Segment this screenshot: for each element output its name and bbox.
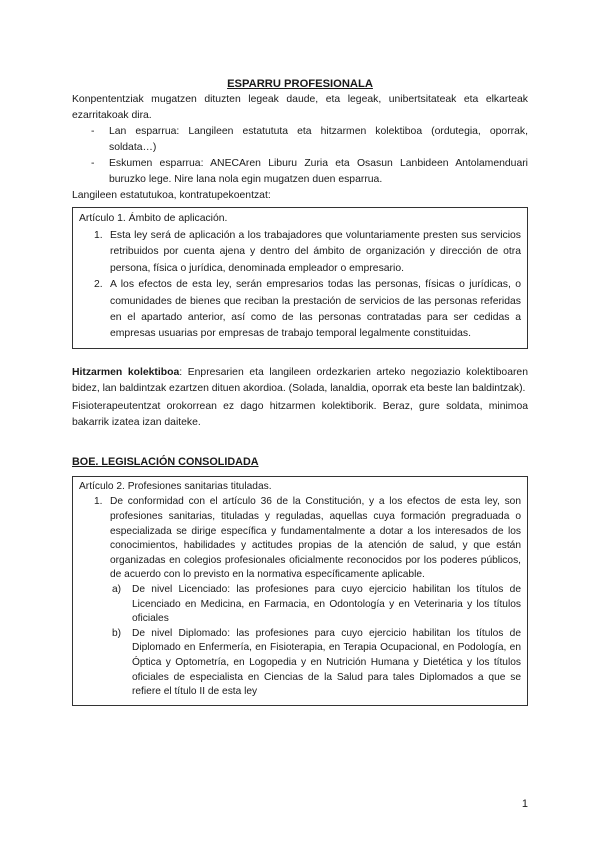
document-page	[72, 76, 528, 706]
page-title: ESPARRU PROFESIONALA	[227, 78, 373, 90]
intro-paragraph: Konpententziak mugatzen dituzten legeak daude, eta legeak, unibertsitateak eta elkarteak ezarritakoak dira.	[72, 94, 528, 121]
numbered-item	[79, 495, 521, 583]
numbered-item	[79, 228, 521, 277]
list-item-text: Lan esparrua: Langileen estatututa eta hitzarmen kolektiboa (ordutegia, oporrak, soldata…)	[109, 126, 528, 153]
item-number: 1.	[94, 230, 103, 241]
physio-note: Fisioterapeutentzat orokorrean ez dago hitzarmen kolektiborik. Beraz, gure soldata, minimoa bakarrik izatea izan daiteke.	[72, 400, 528, 428]
article-2-sublist	[79, 583, 521, 700]
article-2-list	[79, 495, 521, 583]
article-2-box	[72, 476, 528, 706]
dash-bullet: -	[91, 158, 95, 169]
statute-intro: Langileen estatutukoa, kontratupekoentzat:	[72, 190, 271, 201]
item-text: De conformidad con el artículo 36 de la Constitución, y a los efectos de esta ley, son profesiones sanitarias, tituladas y reguladas, aquellas cuya formación pregraduada o especializada se dirige específica y fundamentalmente a dotar a los interesados de los conocimientos, habilidades y actitudes propias de la atención de salud, y que están organizadas en colegios profesionales oficialmente reconocidos por los poderes públicos, de acuerdo con lo previsto en la normativa específicamente aplicable.	[110, 496, 521, 581]
item-text: De nivel Diplomado: las profesiones para cuyo ejercicio habilitan los títulos de Diplomado en Enfermería, en Fisioterapia, en Terapia Ocupacional, en Podología, en Óptica y Optometría, en Logopedia y en Nutrición Humana y Dietética y los títulos oficiales de especialista en Ciencias de la Salud para tales Diplomados a que se refiere el título II de esta ley	[132, 627, 521, 698]
item-number: 2.	[94, 279, 103, 291]
page-number: 1	[521, 798, 528, 810]
item-text: Esta ley será de aplicación a los trabajadores que voluntariamente presten sus servicios retribuidos por cuenta ajena y dentro del ámbito de organización y dirección de otra persona, física o jurídica, denominada empleador o empresario.	[110, 230, 521, 274]
boe-title: BOE. LEGISLACIÓN CONSOLIDADA	[72, 455, 259, 468]
dash-bullet: -	[91, 126, 95, 137]
item-text: De nivel Licenciado: las profesiones para cuyo ejercicio habilitan los títulos de Licenciado en Medicina, en Farmacia, en Odontología y en Veterinaria y los títulos oficiales	[132, 584, 521, 625]
list-item	[72, 156, 528, 188]
numbered-item	[79, 277, 521, 343]
article-2-heading: Artículo 2. Profesiones sanitarias tituladas.	[79, 480, 272, 492]
dash-list	[72, 124, 528, 188]
article-1-heading: Artículo 1. Ámbito de aplicación.	[79, 213, 228, 224]
lettered-item	[79, 627, 521, 700]
item-letter: b)	[112, 627, 122, 639]
hitzarmen-label: Hitzarmen kolektiboa	[72, 366, 180, 378]
item-number: 1.	[94, 496, 103, 508]
list-item-text: Eskumen esparrua: ANECAren Liburu Zuria eta Osasun Lanbideen Antolamenduari buruzko lege. Nire lana nola egin mugatzen duen esparrua.	[109, 158, 528, 185]
item-text: A los efectos de esta ley, serán empresarios todas las personas, físicas o jurídicas, o comunidades de bienes que reciban la prestación de servicios de las personas referidas en el apartado anterior, así como de las personas contratadas para ser cedidas a empresas usuarias por empresas de trabajo temporal legalmente constituidas.	[110, 279, 521, 340]
list-item	[72, 124, 528, 156]
lettered-item	[79, 583, 521, 627]
item-letter: a)	[112, 584, 122, 595]
hitzarmen-text: : Enpresarien eta langileen ordezkarien arteko negoziazio kolektiboaren bidez, lan baldintzak ezartzen dituen akordioa. (Solada, lanaldia, oporrak eta beste lan baldintzak).	[72, 366, 528, 394]
hitzarmen-paragraph	[72, 365, 528, 397]
article-1-box	[72, 207, 528, 349]
article-1-list	[79, 228, 521, 343]
